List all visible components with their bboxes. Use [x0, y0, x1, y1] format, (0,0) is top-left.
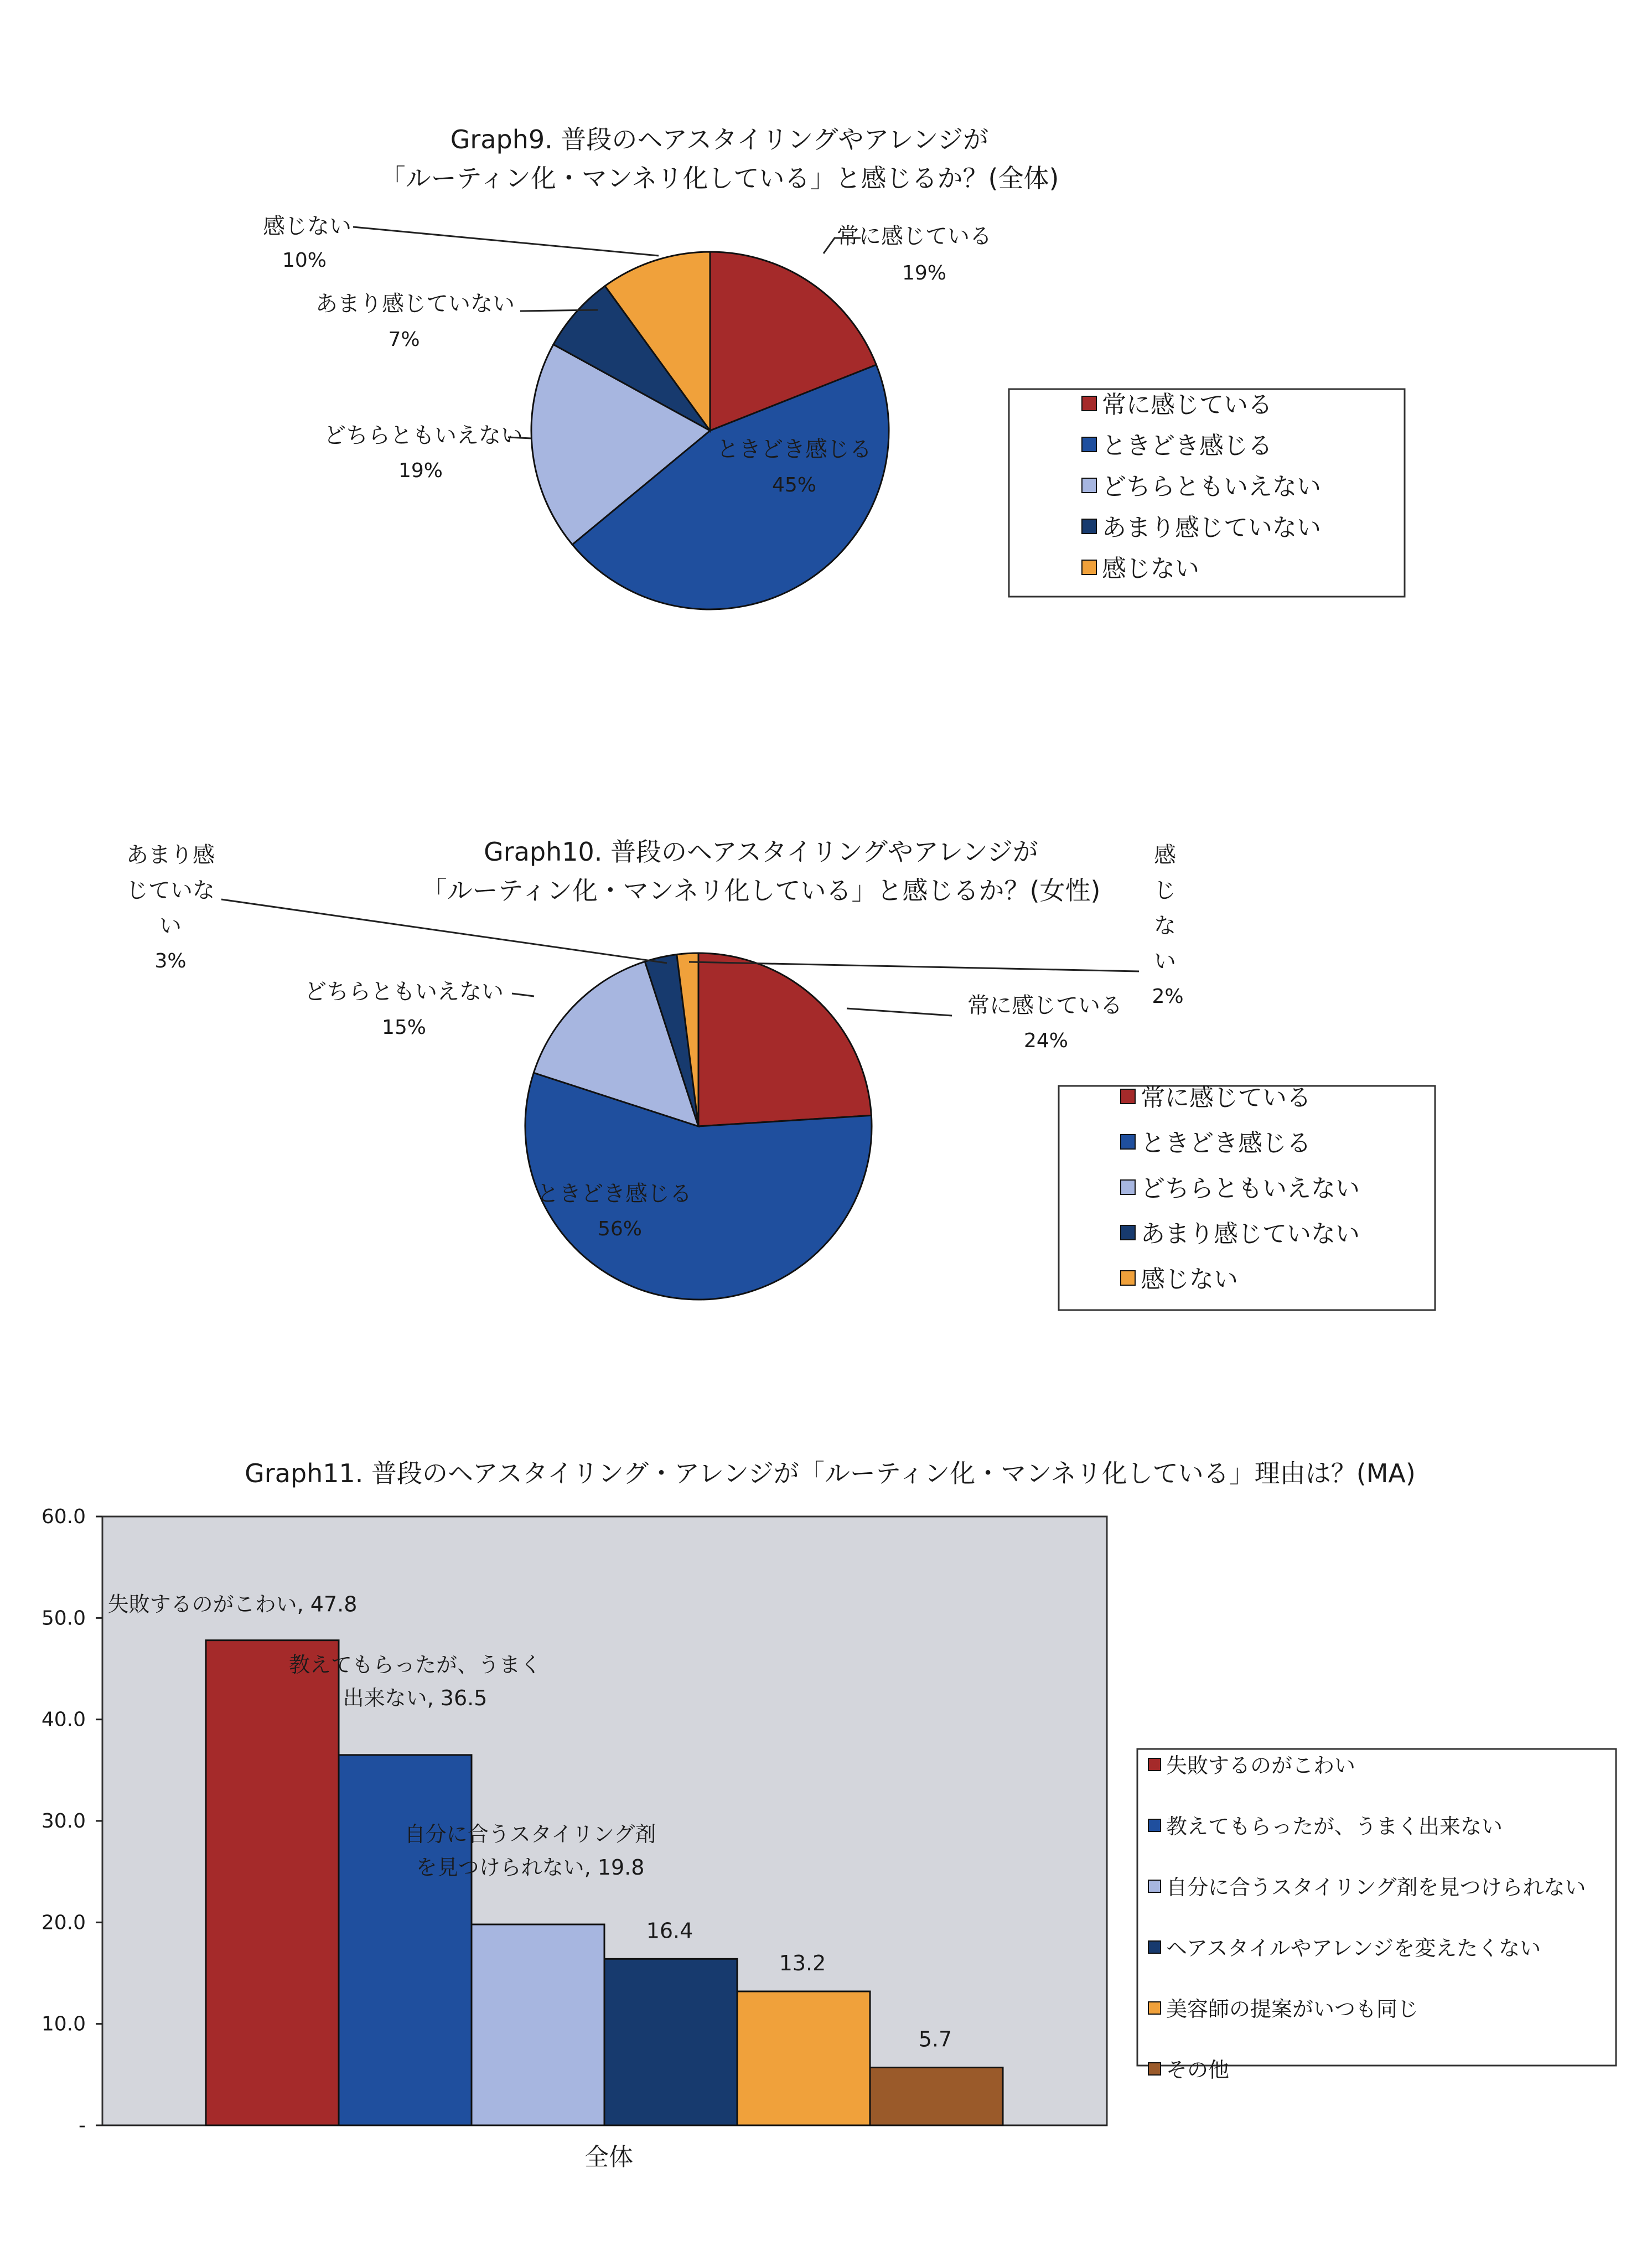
- graph9-pie: [531, 252, 889, 609]
- graph11-bar-label-1-1: 出来ない, 36.5: [343, 1685, 488, 1710]
- graph9-label-neutral: どちらともいえない: [324, 423, 523, 448]
- graph11-bar-label-2-1: を見つけられない, 19.8: [416, 1855, 645, 1880]
- graph11: [42, 1458, 1616, 2171]
- graph10-pct-rarely: 3%: [154, 950, 187, 972]
- graph9-label-none: 感じない: [263, 214, 351, 239]
- graph11-bar-2: [472, 1924, 604, 2125]
- graph11-bar-0: [206, 1640, 339, 2125]
- graph11-legend-item-2: 自分に合うスタイリング剤を見つけられない: [1166, 1875, 1586, 1900]
- graph10-pct-neutral: 15%: [381, 1016, 427, 1039]
- graph9-pct-sometimes: 45%: [771, 474, 817, 496]
- graph11-bar-label-3-0: 16.4: [646, 1918, 693, 1943]
- graph9-pct-always: 19%: [902, 262, 947, 284]
- graph10-label-always: 常に感じている: [967, 993, 1122, 1018]
- graph11-ytick-label-4: 20.0: [41, 1911, 86, 1934]
- graph9-legend-swatch-1: [1082, 437, 1096, 452]
- graph11-ytick-label-2: 40.0: [41, 1708, 86, 1731]
- graph11-legend-swatch-1: [1148, 1819, 1161, 1831]
- graph11-legend-item-1: 教えてもらったが、うまく出来ない: [1166, 1814, 1503, 1839]
- graph9-legend-item-0: 常に感じている: [1102, 391, 1272, 419]
- graph11-legend-swatch-4: [1148, 2002, 1161, 2014]
- graph9-legend-item-1: ときどき感じる: [1102, 432, 1272, 460]
- graph9: [263, 125, 1405, 609]
- graph10-pct-sometimes: 56%: [597, 1218, 643, 1240]
- graph11-legend-item-3: ヘアスタイルやアレンジを変えたくない: [1166, 1936, 1541, 1960]
- graph10-legend-swatch-1: [1121, 1135, 1135, 1149]
- graph11-legend-item-0: 失敗するのがこわい: [1166, 1753, 1356, 1778]
- graph11-bar-label-4-0: 13.2: [779, 1951, 826, 1975]
- graph10-leader-rarely: [221, 899, 667, 963]
- graph9-legend-swatch-3: [1082, 519, 1096, 534]
- graph10-legend-swatch-3: [1121, 1225, 1135, 1240]
- graph11-bar-3: [604, 1959, 737, 2125]
- graph10-label-neutral: どちらともいえない: [304, 979, 504, 1005]
- graph11-ytick-label-0: 60.0: [41, 1505, 86, 1528]
- graph10-title-line1: Graph10. 普段のヘアスタイリングやアレンジが: [484, 837, 1038, 867]
- graph11-legend-item-5: その他: [1166, 2058, 1230, 2082]
- graph9-leader-rarely: [520, 310, 598, 311]
- graph10-legend-item-3: あまり感じていない: [1141, 1220, 1360, 1248]
- graph9-title-line2: 「ルーティン化・マンネリ化している」と感じるか？(全体): [380, 163, 1059, 193]
- graph11-bar-label-1-0: 教えてもらったが、うまく: [288, 1652, 542, 1677]
- graph10-title-line2: 「ルーティン化・マンネリ化している」と感じるか？(女性): [421, 876, 1101, 905]
- graph10-legend-item-1: ときどき感じる: [1141, 1129, 1311, 1157]
- graph9-pct-rarely: 7%: [388, 328, 420, 351]
- graph10-legend-item-4: 感じない: [1141, 1265, 1238, 1293]
- graph9-legend-item-2: どちらともいえない: [1102, 473, 1321, 501]
- graph10-legend-swatch-4: [1121, 1271, 1135, 1285]
- graph9-legend-item-3: あまり感じていない: [1102, 514, 1321, 542]
- graph9-legend-item-4: 感じない: [1102, 555, 1199, 583]
- graph9-label-sometimes: ときどき感じる: [717, 437, 872, 462]
- graph10-legend-swatch-2: [1121, 1180, 1135, 1194]
- graph11-bar-1: [339, 1755, 472, 2125]
- graph9-pct-neutral: 19%: [398, 459, 443, 482]
- graph9-legend-swatch-0: [1082, 396, 1096, 411]
- graph10-label-sometimes: ときどき感じる: [537, 1181, 692, 1207]
- graph10-label-none-3: な: [1154, 913, 1176, 939]
- graph9-label-always: 常に感じている: [837, 224, 992, 249]
- graph11-ytick-label-6: -: [79, 2114, 86, 2137]
- graph10-slice-0: [698, 953, 871, 1126]
- graph11-bar-5: [870, 2068, 1003, 2126]
- graph10: [126, 837, 1435, 1310]
- graph10-label-none-1: 感: [1154, 842, 1176, 868]
- graph10-legend-item-0: 常に感じている: [1141, 1084, 1311, 1112]
- graph9-legend-swatch-2: [1082, 478, 1096, 493]
- graph10-label-rarely-3: い: [159, 913, 182, 939]
- graph11-ytick-label-3: 30.0: [41, 1810, 86, 1833]
- graph11-bar-4: [737, 1991, 870, 2125]
- graph11-y-ticks: [42, 1505, 102, 2137]
- graph10-label-none-2: じ: [1154, 878, 1176, 903]
- graph11-legend-swatch-5: [1148, 2063, 1161, 2075]
- graph11-bar-label-2-0: 自分に合うスタイリング剤: [404, 1822, 656, 1846]
- graph9-pct-none: 10%: [282, 249, 327, 272]
- graph10-legend-item-2: どちらともいえない: [1141, 1174, 1360, 1203]
- graph9-title-line1: Graph9. 普段のヘアスタイリングやアレンジが: [450, 125, 989, 154]
- graph10-pie: [525, 953, 872, 1300]
- graph11-ytick-label-5: 10.0: [41, 2012, 86, 2036]
- graph10-leader-neutral: [512, 993, 534, 996]
- graph11-legend-item-4: 美容師の提案がいつも同じ: [1166, 1997, 1419, 2021]
- graph9-leader-none: [353, 227, 659, 256]
- graph11-legend-swatch-0: [1148, 1758, 1161, 1771]
- graph11-ytick-label-1: 50.0: [41, 1607, 86, 1630]
- graph10-legend-swatch-0: [1121, 1089, 1135, 1104]
- graph10-leader-always: [847, 1008, 952, 1016]
- graph11-bar-label-0-0: 失敗するのがこわい, 47.8: [107, 1592, 358, 1617]
- graph9-legend-swatch-4: [1082, 560, 1096, 575]
- graph11-title: Graph11. 普段のヘアスタイリング・アレンジが「ルーティン化・マンネリ化している」理由は？(MA): [245, 1458, 1416, 1488]
- graph10-label-rarely-1: あまり感: [126, 842, 215, 868]
- graph10-pct-none: 2%: [1152, 985, 1184, 1008]
- graph10-label-rarely-2: じていな: [126, 878, 215, 903]
- graph11-legend-swatch-3: [1148, 1941, 1161, 1953]
- graph10-pct-always: 24%: [1023, 1029, 1069, 1052]
- graph10-label-none-4: い: [1154, 949, 1176, 974]
- graph11-legend-swatch-2: [1148, 1880, 1161, 1892]
- graph9-label-rarely: あまり感じていない: [315, 291, 515, 317]
- graph11-bar-label-5-0: 5.7: [918, 2027, 952, 2052]
- graph11-category-label: 全体: [584, 2143, 633, 2171]
